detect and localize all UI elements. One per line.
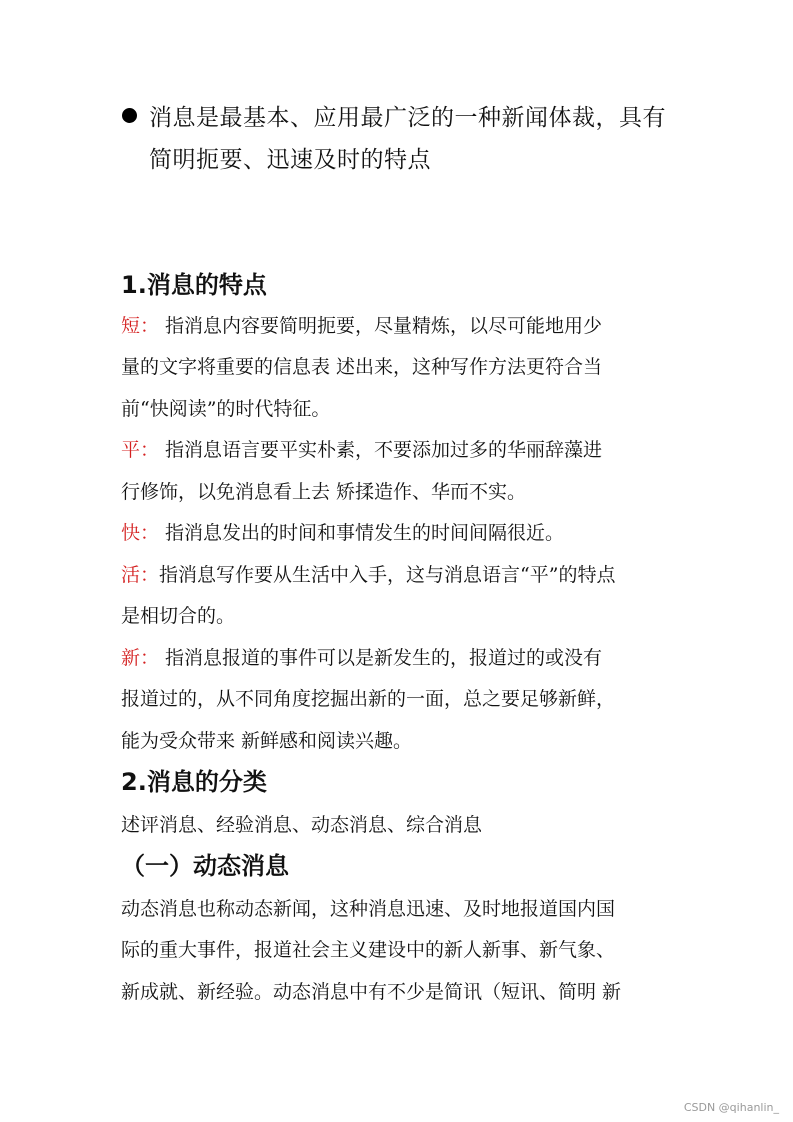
item-new-line-3: 能为受众带来 新鲜感和阅读兴趣。 — [121, 730, 413, 752]
section-2-heading: 2.消息的分类 — [121, 768, 267, 796]
item-lively-line-1 — [121, 561, 615, 589]
paragraph-line-2: 际的重大事件，报道社会主义建设中的新人新事、新气象、 — [121, 939, 616, 961]
watermark: CSDN @qihanlin_ — [683, 1101, 779, 1114]
item-text: 指消息写作要从生活中入手，这与消息语言“平”的特点 — [159, 564, 616, 586]
item-text: 指消息语言要平实朴素，不要添加过多的华丽辞藻进 — [159, 439, 603, 461]
intro-line-1: 消息是最基本、应用最广泛的一种新闻体裁，具有 — [149, 105, 666, 131]
paragraph-line-1: 动态消息也称动态新闻，这种消息迅速、及时地报道国内国 — [121, 898, 616, 920]
item-lively-line-2: 是相切合的。 — [121, 605, 236, 627]
subsection-heading: （一）动态消息 — [121, 852, 289, 880]
item-text: 指消息报道的事件可以是新发生的，报道过的或没有 — [159, 647, 603, 669]
item-text: 指消息发出的时间和事情发生的时间间隔很近。 — [159, 522, 565, 544]
item-short-line-2: 量的文字将重要的信息表 述出来，这种写作方法更符合当 — [121, 356, 603, 378]
term-fast: 快： — [121, 522, 160, 544]
term-lively: 活： — [121, 564, 160, 586]
item-short-line-1 — [121, 312, 602, 340]
term-new: 新： — [121, 647, 160, 669]
term-short: 短： — [121, 315, 160, 337]
item-fast-line-1 — [121, 519, 564, 547]
intro-bullet — [122, 97, 682, 181]
item-new-line-2: 报道过的，从不同角度挖掘出新的一面，总之要足够新鲜， — [121, 688, 616, 710]
section-1-heading: 1.消息的特点 — [121, 271, 267, 299]
item-new-line-1 — [121, 644, 602, 672]
item-short-line-3: 前“快阅读”的时代特征。 — [121, 398, 331, 420]
intro-bullet-text — [149, 97, 682, 181]
bullet-dot-icon — [122, 108, 137, 123]
item-plain-line-1 — [121, 436, 602, 464]
item-text: 指消息内容要简明扼要，尽量精炼，以尽可能地用少 — [159, 315, 603, 337]
paragraph-line-3: 新成就、新经验。动态消息中有不少是简讯（短讯、简明 新 — [121, 981, 622, 1003]
item-plain-line-2: 行修饰，以免消息看上去 矫揉造作、华而不实。 — [121, 481, 527, 503]
term-plain: 平： — [121, 439, 160, 461]
intro-line-2: 简明扼要、迅速及时的特点 — [149, 147, 431, 173]
types-line: 述评消息、经验消息、动态消息、综合消息 — [121, 814, 483, 836]
